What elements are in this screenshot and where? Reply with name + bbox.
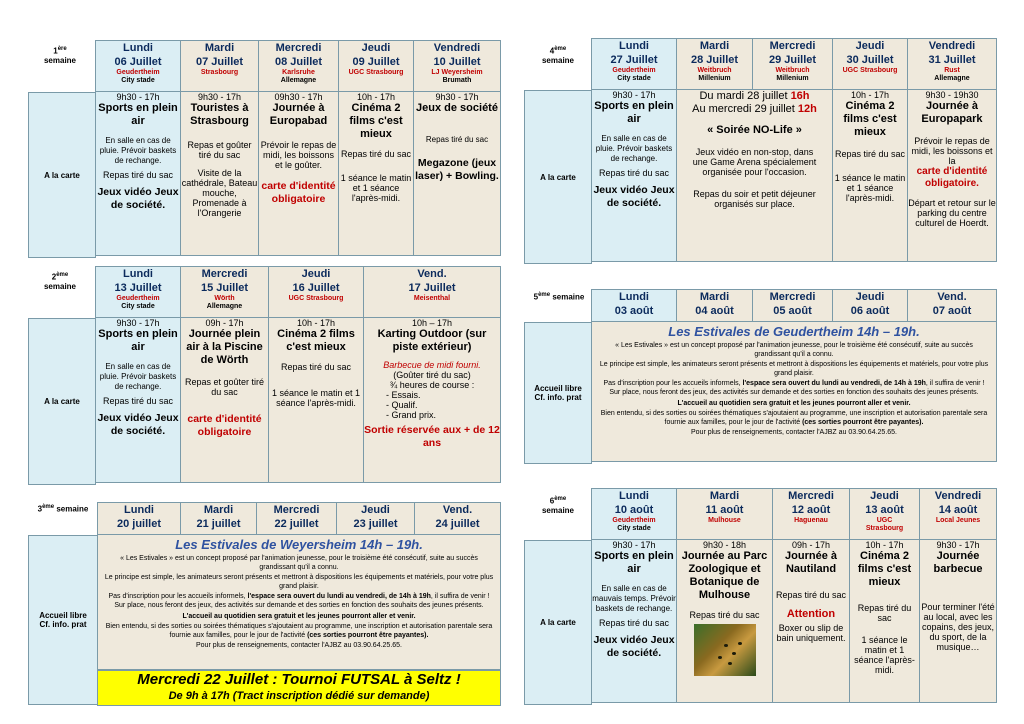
week3-day-3: Mercredi 22 juillet <box>257 503 337 535</box>
week6-cell-1: 9h30 - 17h Sports en plein air En salle en cas de mauvais temps. Prévoir baskets de rechange. Repas tiré du sac Jeux vidéo Jeux de société. <box>592 540 677 703</box>
week2-day-3: Jeudi 16 Juillet UGC Strasbourg <box>269 267 364 318</box>
week4-day-4: Jeudi 30 Juillet UGC Strasbourg <box>833 39 908 90</box>
week6-day-3: Mercredi 12 août Haguenau <box>773 489 850 540</box>
week5-sup: ème <box>538 292 551 298</box>
week6-cell-5: 9h30 - 17h Journée barbecue Pour terminer l'été au local, avec les copains, des jeux, du sport, de la musique… <box>920 540 997 703</box>
week3-table <box>97 502 501 670</box>
week6-a-la-carte: A la carte <box>524 540 592 705</box>
futsal-hours: De 9h à 17h (Tract inscription dédié sur demande) <box>168 690 430 702</box>
futsal-banner <box>97 670 501 706</box>
week1-a-la-carte: A la carte <box>28 92 96 258</box>
week2-a-la-carte: A la carte <box>28 318 96 485</box>
week1-cell-1: 9h30 - 17h Sports en plein air En salle en cas de pluie. Prévoir baskets de rechange. Repas tiré du sac Jeux vidéo Jeux de société. <box>96 92 181 256</box>
week4-day-2: Mardi 28 Juillet Weitbruch Millenium <box>677 39 753 90</box>
week5-day-5: Vend. 07 août <box>908 290 997 322</box>
week4-cell-nolife: Du mardi 28 juillet 16h Au mercredi 29 juillet 12h « Soirée NO-Life » Jeux vidéo en non-stop, dans une Game Arena spécialement organisée pour l'occasion. Repas du soir et petit déjeuner organisés sur place. <box>677 90 833 262</box>
week6-day-2: Mardi 11 août Mulhouse <box>677 489 773 540</box>
week1-cell-3: 09h30 - 17h Journée à Europabad Prévoir le repas de midi, les boissons et le goûter. carte d'identité obligatoire <box>259 92 339 256</box>
week2-day-4: Vend. 17 Juillet Meisenthal <box>364 267 501 318</box>
week2-cell-4: 10h – 17h Karting Outdoor (sur piste extérieur) Barbecue de midi fourni. (Goûter tiré du sac) ¾ heures de course : - Essais. - Qualif. - Grand prix. Sortie réservée aux + de 12 ans <box>364 318 501 483</box>
week6-day-1: Lundi 10 août Geudertheim City stade <box>592 489 677 540</box>
week4-day-3: Mercredi 29 Juillet Weitbruch Millenium <box>753 39 833 90</box>
week2-day-2: Mercredi 15 Juillet Wörth Allemagne <box>181 267 269 318</box>
week1-day-4: Jeudi 09 Juillet UGC Strasbourg <box>339 41 414 92</box>
week4-cell-1: 9h30 - 17h Sports en plein air En salle en cas de pluie. Prévoir baskets de rechange. Repas tiré du sac Jeux vidéo Jeux de société. <box>592 90 677 262</box>
week1-day-2: Mardi 07 Juillet Strasbourg <box>181 41 259 92</box>
week1-day-1: Lundi 06 Juillet Geudertheim City stade <box>96 41 181 92</box>
week2-semaine: semaine <box>43 281 77 291</box>
week1-day-5: Vendredi 10 Juillet LJ Weyersheim Brumath <box>414 41 501 92</box>
week2-cell-3: 10h - 17h Cinéma 2 films c'est mieux Repas tiré du sac 1 séance le matin et 1 séance l'après-midi. <box>269 318 364 483</box>
week3-cf-info: Cf. info. prat <box>39 620 87 629</box>
week4-cell-4: 10h - 17h Cinéma 2 films c'est mieux Repas tiré du sac 1 séance le matin et 1 séance l'après-midi. <box>833 90 908 262</box>
week5-estivales: Les Estivales de Geudertheim 14h – 19h. « Les Estivales » est un concept proposé par l'animation jeunesse, pour le troisième été consécutif, suite au succès grandissant qu'il a connu. Le principe est simple, les animateurs seront présents et mettront à dispositions les équipements et matériels, pour votre plus grand plaisir. Pas d'inscription pour les accueils informels, l'espace sera ouvert du lundi au vendredi, de 14h à 19h, il suffira de venir ! Sur place, nous feront des jeux, des activités sur demande et des sorties en fonction des souhaits des jeunes présents. L'accueil au quotidien sera gratuit et les jeunes pourront aller et venir. Bien entendu, si des sorties ou soirées thématiques s'ajoutaient au programme, une inscription et autorisation parentale sera fournie aux familles, pour le jour de l'activité (ces sorties pourront être payantes). Pour plus de renseignements, contacter l'AJBZ au 03.90.64.25.65. <box>592 322 997 462</box>
week4-semaine: semaine <box>541 55 575 65</box>
week5-num: 5 <box>533 292 539 302</box>
week3-day-5: Vend. 24 juillet <box>415 503 501 535</box>
week6-cell-4: 10h - 17h Cinéma 2 films c'est mieux Repas tiré du sac 1 séance le matin et 1 séance l'après-midi. <box>850 540 920 703</box>
week3-accueil: Accueil libre <box>39 611 87 620</box>
week6-label <box>528 496 588 515</box>
week6-day-4: Jeudi 13 août UGC Strasbourg <box>850 489 920 540</box>
week1-label <box>30 46 90 65</box>
week1-sup: ère <box>57 46 67 52</box>
week4-a-la-carte: A la carte <box>524 90 592 264</box>
week3-num: 3 <box>37 504 43 514</box>
week6-semaine: semaine <box>541 505 575 515</box>
week5-semaine: semaine <box>552 292 585 302</box>
week5-day-1: Lundi 03 août <box>592 290 677 322</box>
week5-label <box>526 292 592 302</box>
week6-num: 6 <box>549 496 555 506</box>
week5-accueil: Accueil libre <box>534 384 582 393</box>
week4-num: 4 <box>549 46 555 56</box>
week1-day-3: Mercredi 08 Juillet Karlsruhe Allemagne <box>259 41 339 92</box>
week4-label <box>528 46 588 65</box>
week5-accueil-libre <box>524 322 592 464</box>
week1-cell-5: 9h30 - 17h Jeux de société Repas tiré du sac Megazone (jeux laser) + Bowling. <box>414 92 501 256</box>
week1-table <box>95 40 501 256</box>
week3-semaine: semaine <box>56 504 89 514</box>
week3-day-2: Mardi 21 juillet <box>181 503 257 535</box>
week1-cell-2: 9h30 - 17h Touristes à Strasbourg Repas et goûter tiré du sac Visite de la cathédrale, Bateau mouche, Promenade à l'Orangerie <box>181 92 259 256</box>
week5-estivales-heading: Les Estivales de Geudertheim 14h – 19h. <box>668 324 920 339</box>
week6-sup: ème <box>554 496 567 502</box>
week6-cell-2: 9h30 - 18h Journée au Parc Zoologique et Botanique de Mulhouse Repas tiré du sac <box>677 540 773 703</box>
week2-day-1: Lundi 13 Juillet Geudertheim City stade <box>96 267 181 318</box>
week5-day-3: Mercredi 05 août <box>753 290 833 322</box>
week5-cf-info: Cf. info. prat <box>534 393 582 402</box>
week2-cell-1: 9h30 - 17h Sports en plein air En salle en cas de pluie. Prévoir baskets de rechange. Repas tiré du sac Jeux vidéo Jeux de société. <box>96 318 181 483</box>
week5-day-4: Jeudi 06 août <box>833 290 908 322</box>
week5-day-2: Mardi 04 août <box>677 290 753 322</box>
week6-table <box>591 488 997 703</box>
week2-cell-2: 09h - 17h Journée plein air à la Piscine de Wörth Repas et goûter tiré du sac carte d'identité obligatoire <box>181 318 269 483</box>
week4-day-5: Vendredi 31 Juillet Rust Allemagne <box>908 39 997 90</box>
week4-sup: ème <box>554 46 567 52</box>
leopard-photo <box>694 624 756 676</box>
week3-estivales: Les Estivales de Weyersheim 14h – 19h. « Les Estivales » est un concept proposé par l'animation jeunesse, pour le troisième été consécutif, suite au succès grandissant qu'il a connu. Le principe est simple, les animateurs seront présents et mettront à dispositions les équipements et matériels, pour votre plus grand plaisir. Pas d'inscription pour les accueils informels, l'espace sera ouvert du lundi au vendredi, de 14h à 19h, il suffira de venir ! Sur place, nous feront des jeux, des activités sur demande et des sorties en fonction des souhaits des jeunes présents. L'accueil au quotidien sera gratuit et les jeunes pourront aller et venir. Bien entendu, si des sorties ou soirées thématiques s'ajoutaient au programme, une inscription et autorisation parentale sera fournie aux familles, pour le jour de l'activité (ces sorties pourront être payantes). Pour plus de renseignements, contacter l'AJBZ au 03.90.64.25.65. <box>98 535 501 670</box>
week4-table <box>591 38 997 262</box>
week1-cell-4: 10h - 17h Cinéma 2 films c'est mieux Repas tiré du sac 1 séance le matin et 1 séance l'après-midi. <box>339 92 414 256</box>
week3-estivales-heading: Les Estivales de Weyersheim 14h – 19h. <box>175 537 423 552</box>
week4-cell-5: 9h30 - 19h30 Journée à Europapark Prévoir le repas de midi, les boissons et la carte d'identité obligatoire. Départ et retour sur le parking du centre culturel de Hoerdt. <box>908 90 997 262</box>
week5-table <box>591 289 997 462</box>
week2-table <box>95 266 501 483</box>
week2-num: 2 <box>51 272 57 282</box>
week2-sup: ème <box>56 272 69 278</box>
week3-day-4: Jeudi 23 juillet <box>337 503 415 535</box>
week2-label <box>30 272 90 291</box>
futsal-title: Mercredi 22 Juillet : Tournoi FUTSAL à Seltz ! <box>137 671 461 688</box>
week3-sup: ème <box>42 504 55 510</box>
week4-day-1: Lundi 27 Juillet Geudertheim City stade <box>592 39 677 90</box>
week6-day-5: Vendredi 14 août Local Jeunes <box>920 489 997 540</box>
week3-label <box>30 504 96 514</box>
week1-semaine: semaine <box>43 55 77 65</box>
week3-accueil-libre <box>28 535 98 705</box>
week6-cell-3: 09h - 17h Journée à Nautiland Repas tiré du sac Attention Boxer ou slip de bain uniquement. <box>773 540 850 703</box>
week1-num: 1 <box>53 46 58 56</box>
week3-day-1: Lundi 20 juillet <box>98 503 181 535</box>
